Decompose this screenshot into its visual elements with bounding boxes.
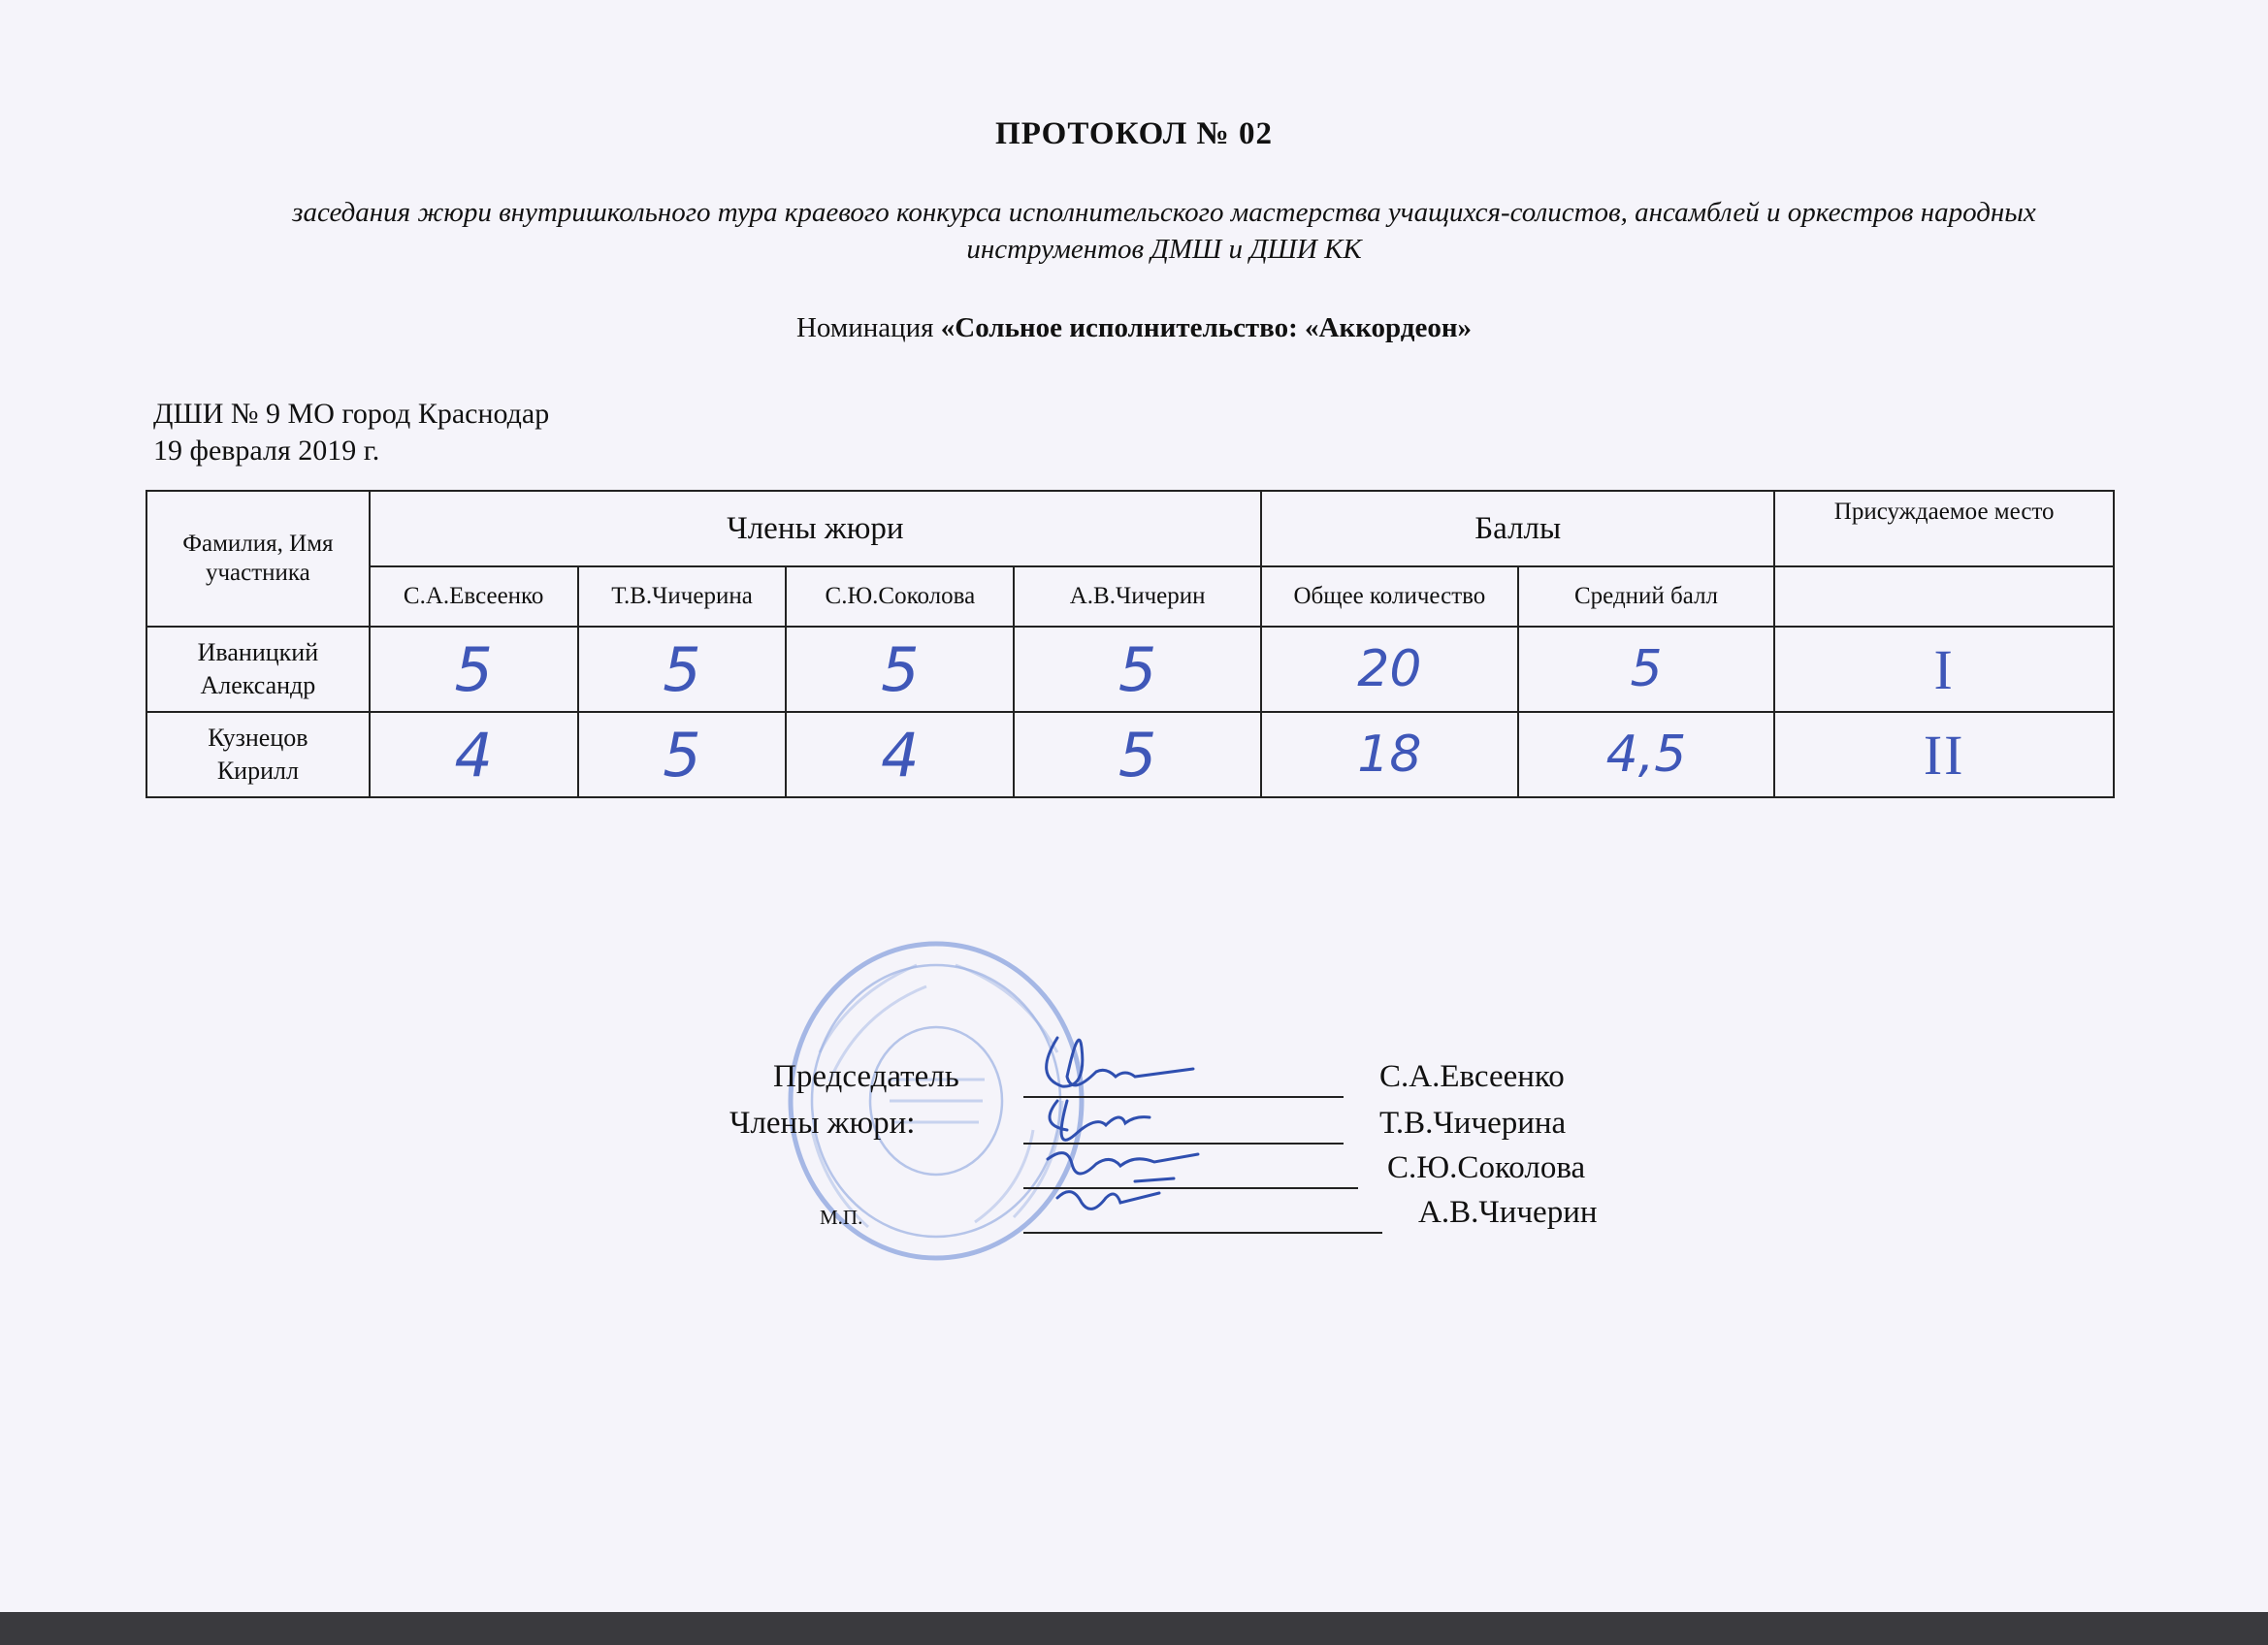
chair-label: Председатель — [773, 1059, 959, 1094]
subtitle-line-2: инструментов ДМШ и ДШИ КК — [966, 234, 1362, 265]
jury-mark: 5 — [578, 712, 787, 797]
awarded-place: I — [1774, 627, 2114, 712]
jury-mark: 4 — [370, 712, 578, 797]
table-row — [146, 712, 2114, 797]
nomination — [0, 312, 2268, 344]
member-signature-line — [1023, 1232, 1382, 1234]
score-total: 18 — [1261, 712, 1518, 797]
header-jury-1: С.А.Евсеенко — [370, 566, 578, 627]
score-total: 20 — [1261, 627, 1518, 712]
header-scores-group: Баллы — [1261, 491, 1774, 566]
school-info — [153, 396, 549, 469]
results-table — [146, 490, 2115, 798]
nomination-prefix: Номинация — [795, 312, 941, 343]
participant-name — [146, 627, 370, 712]
members-label: Члены жюри: — [729, 1106, 916, 1141]
header-jury-3: С.Ю.Соколова — [786, 566, 1014, 627]
chair-name: С.А.Евсеенко — [1379, 1059, 1565, 1094]
chair-signature-line — [1023, 1096, 1344, 1098]
score-avg: 5 — [1518, 627, 1775, 712]
participant-firstname: Кирилл — [216, 757, 299, 785]
protocol-date: 19 февраля 2019 г. — [153, 435, 380, 467]
header-row-1 — [146, 491, 2114, 566]
table-row — [146, 627, 2114, 712]
score-avg: 4,5 — [1518, 712, 1775, 797]
header-score-avg: Средний балл — [1518, 566, 1775, 627]
subtitle-line-1: заседания жюри внутришкольного тура краевого конкурса исполнительского мастерства учащихся-солистов, ансамблей и оркестров народных — [292, 197, 2036, 228]
seal-place-label: М.П. — [820, 1206, 863, 1229]
handwritten-signatures — [1028, 1009, 1242, 1232]
participant-surname: Иваницкий — [197, 638, 319, 666]
school-name: ДШИ № 9 МО город Краснодар — [153, 398, 550, 430]
member-name: С.Ю.Соколова — [1387, 1150, 1586, 1185]
header-place: Присуждаемое место — [1774, 491, 2114, 566]
protocol-subtitle — [146, 194, 2183, 268]
member-name: А.В.Чичерин — [1418, 1195, 1598, 1230]
header-jury-group: Члены жюри — [370, 491, 1261, 566]
member-signature-line — [1023, 1143, 1344, 1145]
header-participant: Фамилия, Имя участника — [146, 491, 370, 627]
participant-name — [146, 712, 370, 797]
jury-mark: 5 — [578, 627, 787, 712]
member-signature-line — [1023, 1187, 1358, 1189]
member-name: Т.В.Чичерина — [1379, 1106, 1567, 1141]
awarded-place: II — [1774, 712, 2114, 797]
jury-mark: 5 — [1014, 627, 1261, 712]
participant-firstname: Александр — [200, 671, 316, 699]
jury-mark: 5 — [786, 627, 1014, 712]
header-row-2 — [146, 566, 2114, 627]
scan-edge — [0, 1612, 2268, 1645]
nomination-name: «Сольное исполнительство: «Аккордеон» — [940, 312, 1473, 343]
participant-surname: Кузнецов — [208, 724, 308, 752]
header-score-total: Общее количество — [1261, 566, 1518, 627]
header-place-empty — [1774, 566, 2114, 627]
header-jury-4: А.В.Чичерин — [1014, 566, 1261, 627]
header-jury-2: Т.В.Чичерина — [578, 566, 787, 627]
jury-mark: 5 — [1014, 712, 1261, 797]
jury-mark: 4 — [786, 712, 1014, 797]
jury-mark: 5 — [370, 627, 578, 712]
protocol-title: ПРОТОКОЛ № 02 — [995, 116, 1273, 151]
